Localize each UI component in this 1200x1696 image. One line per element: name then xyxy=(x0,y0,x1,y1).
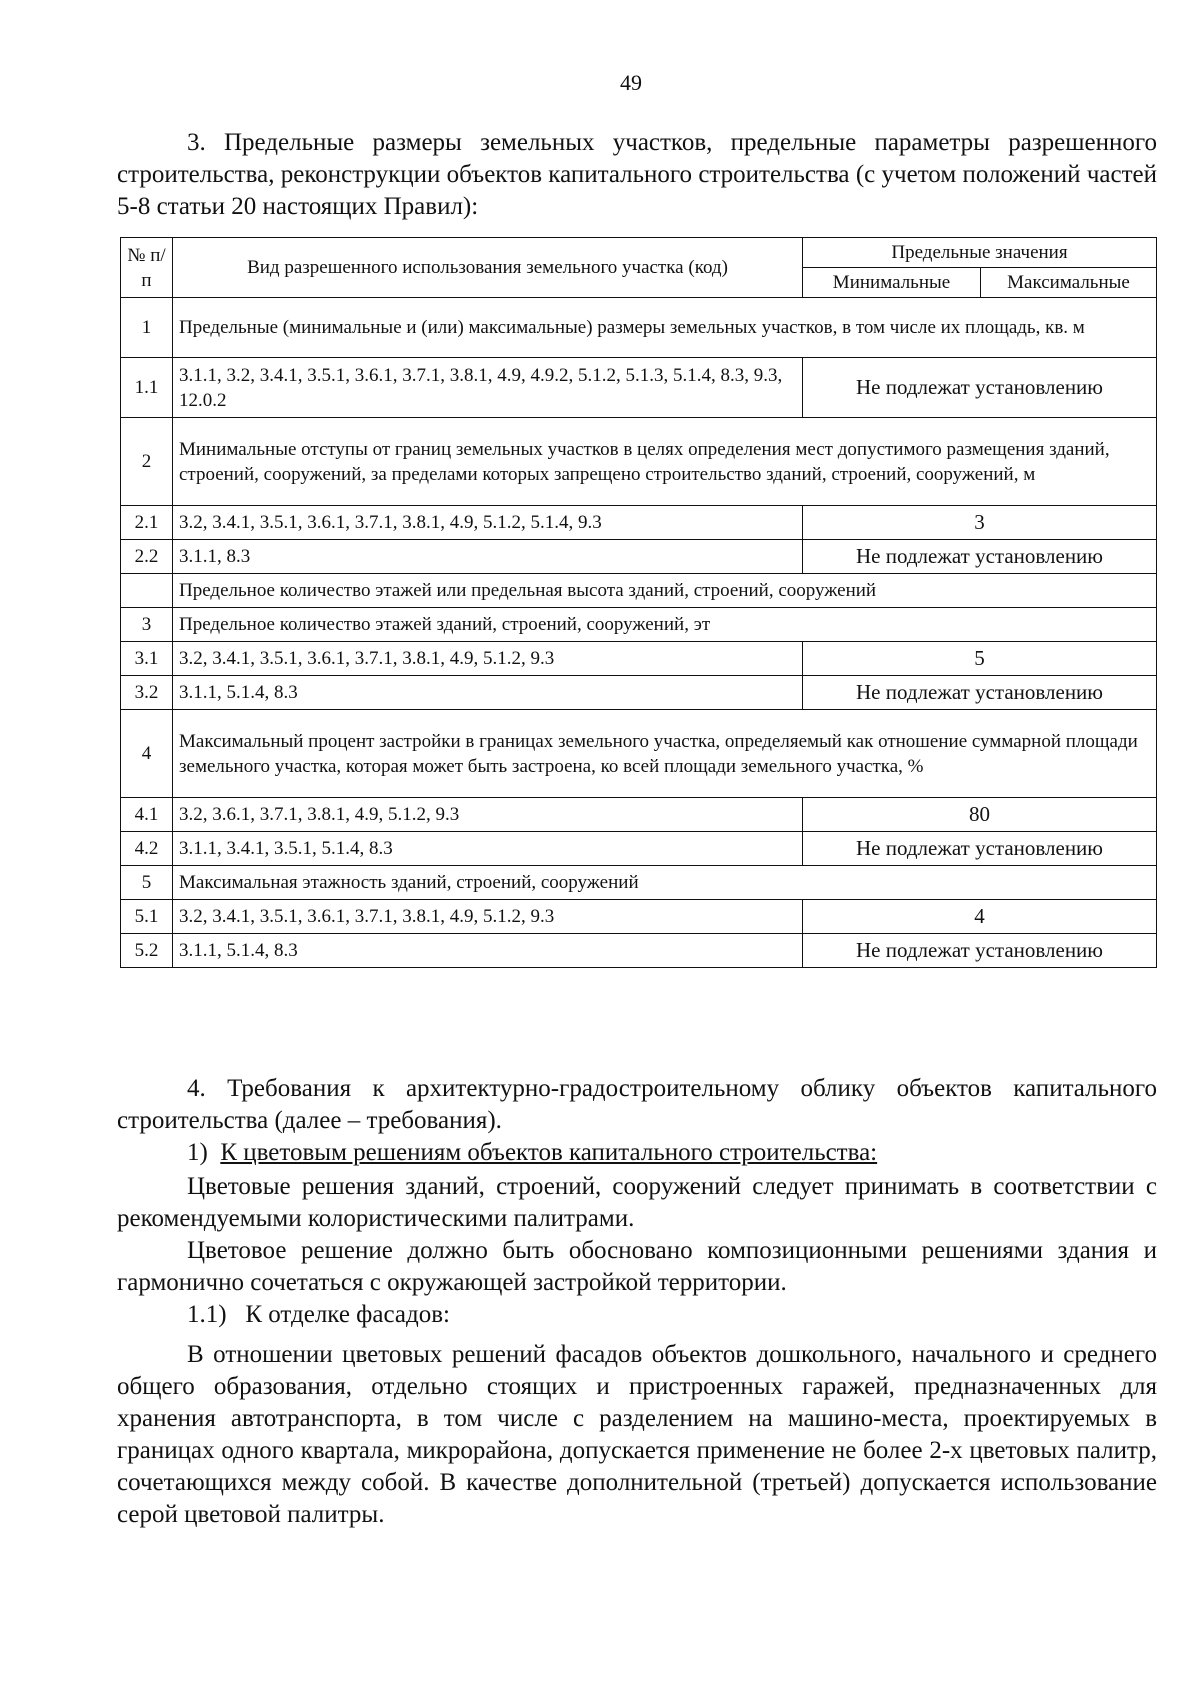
table-row xyxy=(121,866,1157,900)
row-value: Не подлежат установлению xyxy=(803,934,1157,968)
row-num: 1 xyxy=(121,298,173,358)
table-row xyxy=(121,418,1157,506)
row-text: Максимальный процент застройки в границах земельного участка, определяемый как отношение суммарной площади земельного участка, которая может быть застроена, ко всей площади земельного участка, % xyxy=(173,710,1157,798)
row-value: 3 xyxy=(803,506,1157,540)
row-value: Не подлежат установлению xyxy=(803,676,1157,710)
header-type: Вид разрешенного использования земельного участка (код) xyxy=(173,238,803,298)
row-num: 3 xyxy=(121,608,173,642)
subsection-1-1-number: 1.1) xyxy=(187,1301,227,1328)
row-text: Предельные (минимальные и (или) максимальные) размеры земельных участков, в том числе их площадь, кв. м xyxy=(173,298,1157,358)
row-text: 3.2, 3.4.1, 3.5.1, 3.6.1, 3.7.1, 3.8.1, 4.9, 5.1.2, 5.1.4, 9.3 xyxy=(173,506,803,540)
row-text: 3.2, 3.4.1, 3.5.1, 3.6.1, 3.7.1, 3.8.1, 4.9, 5.1.2, 9.3 xyxy=(173,900,803,934)
row-value: Не подлежат установлению xyxy=(803,358,1157,418)
table-row xyxy=(121,358,1157,418)
color-paragraph-2: Цветовое решение должно быть обосновано композиционными решениями здания и гармонично сочетаться с окружающей застройкой территории. xyxy=(117,1237,1157,1296)
row-value: 5 xyxy=(803,642,1157,676)
subsection-1-number: 1) xyxy=(187,1139,208,1166)
row-value: Не подлежат установлению xyxy=(803,540,1157,574)
row-num: 5.2 xyxy=(121,934,173,968)
row-num: 5.1 xyxy=(121,900,173,934)
subsection-1-1-title xyxy=(117,1299,1157,1331)
row-text: 3.1.1, 5.1.4, 8.3 xyxy=(173,676,803,710)
table-row xyxy=(121,608,1157,642)
row-num: 4 xyxy=(121,710,173,798)
header-min: Минимальные xyxy=(803,268,981,298)
table-row xyxy=(121,676,1157,710)
row-num: 4.1 xyxy=(121,798,173,832)
table-row xyxy=(121,710,1157,798)
row-text: 3.1.1, 5.1.4, 8.3 xyxy=(173,934,803,968)
facade-paragraph: В отношении цветовых решений фасадов объектов дошкольного, начального и среднего общего образования, отдельно стоящих и пристроенных гаражей, предназначенных для хранения автотранспорта, в том числе с разделением на машино-места, проектируемых в границах одного квартала, микрорайона, допускается применение не более 2-х цветовых палитр, сочетающихся между собой. В качестве дополнительной (третьей) допускается использование серой цветовой палитры. xyxy=(117,1341,1157,1528)
row-value: 80 xyxy=(803,798,1157,832)
table-row xyxy=(121,540,1157,574)
row-num: 3.2 xyxy=(121,676,173,710)
table-row xyxy=(121,506,1157,540)
row-text: 3.2, 3.4.1, 3.5.1, 3.6.1, 3.7.1, 3.8.1, 4.9, 5.1.2, 9.3 xyxy=(173,642,803,676)
row-num: 2.2 xyxy=(121,540,173,574)
section-3-intro: 3. Предельные размеры земельных участков, предельные параметры разрешенного строительства, реконструкции объектов капитального строительства (с учетом положений частей 5-8 статьи 20 настоящих Правил): xyxy=(117,129,1157,220)
row-num: 5 xyxy=(121,866,173,900)
row-text: Предельное количество этажей зданий, строений, сооружений, эт xyxy=(173,608,1157,642)
subsection-1-1-label: К отделке фасадов: xyxy=(245,1301,450,1328)
row-text: 3.1.1, 3.4.1, 3.5.1, 5.1.4, 8.3 xyxy=(173,832,803,866)
row-value: 4 xyxy=(803,900,1157,934)
row-num: 2 xyxy=(121,418,173,506)
row-text: 3.1.1, 8.3 xyxy=(173,540,803,574)
row-num: 2.1 xyxy=(121,506,173,540)
table-row xyxy=(121,798,1157,832)
page-number: 49 xyxy=(620,70,642,95)
limits-table xyxy=(120,237,1157,968)
table-row xyxy=(121,298,1157,358)
table-row xyxy=(121,642,1157,676)
table-row xyxy=(121,900,1157,934)
table-row xyxy=(121,832,1157,866)
row-text: 3.2, 3.6.1, 3.7.1, 3.8.1, 4.9, 5.1.2, 9.3 xyxy=(173,798,803,832)
table-row xyxy=(121,574,1157,608)
subsection-1-title xyxy=(117,1137,1157,1169)
table-header-row xyxy=(121,238,1157,268)
header-max: Максимальные xyxy=(981,268,1157,298)
section-4-heading: 4. Требования к архитектурно-градостроительному облику объектов капитального строительства (далее – требования). xyxy=(117,1075,1157,1134)
row-value: Не подлежат установлению xyxy=(803,832,1157,866)
color-paragraph-1: Цветовые решения зданий, строений, сооружений следует принимать в соответствии с рекомендуемыми колористическими палитрами. xyxy=(117,1173,1157,1232)
subsection-1-label: К цветовым решениям объектов капитального строительства: xyxy=(220,1139,878,1166)
row-num xyxy=(121,574,173,608)
row-num: 4.2 xyxy=(121,832,173,866)
row-text: Предельное количество этажей или предельная высота зданий, строений, сооружений xyxy=(173,574,1157,608)
header-limits: Предельные значения xyxy=(803,238,1157,268)
header-num: № п/п xyxy=(121,238,173,298)
row-text: Максимальная этажность зданий, строений, сооружений xyxy=(173,866,1157,900)
row-text: 3.1.1, 3.2, 3.4.1, 3.5.1, 3.6.1, 3.7.1, 3.8.1, 4.9, 4.9.2, 5.1.2, 5.1.3, 5.1.4, 8.3, 9.3, 12.0.2 xyxy=(173,358,803,418)
row-text: Минимальные отступы от границ земельных участков в целях определения мест допустимого размещения зданий, строений, сооружений, за пределами которых запрещено строительство зданий, строений, сооружений, м xyxy=(173,418,1157,506)
row-num: 1.1 xyxy=(121,358,173,418)
row-num: 3.1 xyxy=(121,642,173,676)
table-row xyxy=(121,934,1157,968)
